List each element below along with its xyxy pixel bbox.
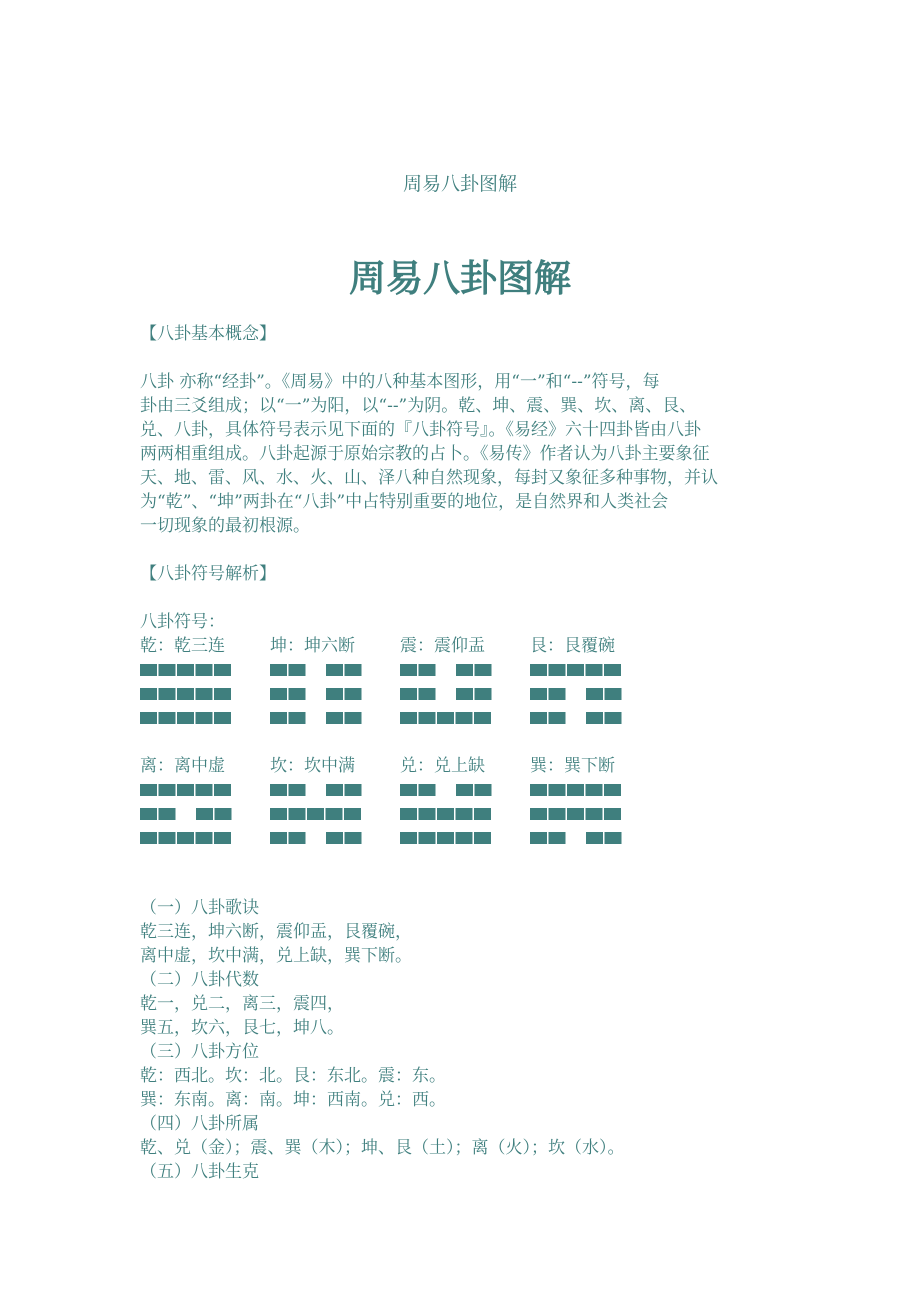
broken-bar-right bbox=[196, 808, 232, 820]
yin-line bbox=[530, 832, 622, 844]
trigram-label-dui: 兑：兑上缺 bbox=[400, 756, 485, 776]
note-line: 乾一，兑二，离三，震四， bbox=[140, 994, 344, 1014]
note-heading: （五）八卦生克 bbox=[140, 1162, 259, 1182]
yin-line bbox=[140, 808, 232, 820]
trigram-label-li: 离：离中虚 bbox=[140, 756, 225, 776]
yin-line bbox=[270, 784, 362, 796]
yang-line bbox=[530, 784, 622, 796]
yin-line bbox=[400, 688, 492, 700]
trigram-symbol bbox=[400, 664, 492, 736]
intro-line: 兑、八卦，具体符号表示见下面的『八卦符号』。《易经》六十四卦皆由八卦 bbox=[140, 420, 701, 440]
broken-bar-right bbox=[586, 688, 622, 700]
broken-bar-right bbox=[326, 664, 362, 676]
note-line: 乾、兑（金）；震、巽（木）；坤、艮（土）；离（火）；坎（水）。 bbox=[140, 1138, 625, 1158]
yang-line bbox=[140, 664, 232, 676]
yang-line bbox=[140, 832, 232, 844]
yang-line bbox=[140, 712, 232, 724]
header-title: 周易八卦图解 bbox=[402, 173, 517, 195]
yang-line bbox=[140, 784, 232, 796]
yin-line bbox=[400, 784, 492, 796]
solid-bar bbox=[530, 784, 622, 796]
note-line: 离中虚，坎中满，兑上缺，巽下断。 bbox=[140, 946, 412, 966]
trigram-symbol bbox=[140, 664, 232, 736]
note-heading: （二）八卦代数 bbox=[140, 970, 259, 990]
yin-line bbox=[400, 664, 492, 676]
broken-bar-right bbox=[456, 784, 492, 796]
yang-line bbox=[530, 664, 622, 676]
intro-line: 一切现象的最初根源。 bbox=[140, 516, 310, 536]
broken-bar-left bbox=[270, 664, 306, 676]
broken-bar-left bbox=[400, 688, 436, 700]
note-heading: （一）八卦歌诀 bbox=[140, 898, 259, 918]
trigram-symbol bbox=[530, 664, 622, 736]
solid-bar bbox=[400, 832, 492, 844]
solid-bar bbox=[140, 784, 232, 796]
solid-bar bbox=[530, 808, 622, 820]
trigram-symbol bbox=[270, 784, 362, 856]
broken-bar-left bbox=[270, 832, 306, 844]
trigram-label-zhen: 震：震仰盂 bbox=[400, 636, 485, 656]
trigram-label-gen: 艮：艮覆碗 bbox=[530, 636, 615, 656]
main-title: 周易八卦图解 bbox=[349, 256, 571, 300]
note-line: 乾：西北。坎：北。艮：东北。震：东。 bbox=[140, 1066, 446, 1086]
broken-bar-left bbox=[140, 808, 176, 820]
trigram-label-kan: 坎：坎中满 bbox=[270, 756, 355, 776]
intro-line: 为“乾”、“坤”两卦在“八卦”中占特别重要的地位，是自然界和人类社会 bbox=[140, 492, 669, 512]
solid-bar bbox=[140, 664, 232, 676]
solid-bar bbox=[270, 808, 362, 820]
yin-line bbox=[270, 832, 362, 844]
broken-bar-left bbox=[530, 712, 566, 724]
note-line: 巽：东南。离：南。坤：西南。兑：西。 bbox=[140, 1090, 446, 1110]
trigram-symbol-row-2 bbox=[140, 778, 790, 874]
broken-bar-right bbox=[586, 712, 622, 724]
intro-paragraph bbox=[140, 370, 790, 538]
section-heading-basic-concept: 【八卦基本概念】 bbox=[140, 324, 276, 344]
section-heading-symbols: 【八卦符号解析】 bbox=[140, 564, 276, 584]
intro-line: 两两相重组成。八卦起源于原始宗教的占卜。《易传》作者认为八卦主要象征 bbox=[140, 444, 710, 464]
trigram-symbol bbox=[530, 784, 622, 856]
broken-bar-left bbox=[530, 688, 566, 700]
intro-line: 卦由三爻组成；以“一”为阳，以“--”为阴。乾、坤、震、巽、坎、离、艮、 bbox=[140, 396, 697, 416]
yang-line bbox=[400, 832, 492, 844]
trigram-symbol-row-1 bbox=[140, 658, 790, 754]
solid-bar bbox=[530, 664, 622, 676]
yang-line bbox=[140, 688, 232, 700]
document-content bbox=[140, 322, 790, 1184]
trigram-label-row-2 bbox=[140, 754, 790, 778]
solid-bar bbox=[140, 712, 232, 724]
broken-bar-right bbox=[456, 664, 492, 676]
note-heading: （三）八卦方位 bbox=[140, 1042, 259, 1062]
trigram-symbol bbox=[270, 664, 362, 736]
broken-bar-right bbox=[326, 712, 362, 724]
broken-bar-right bbox=[326, 784, 362, 796]
trigram-label-kun: 坤：坤六断 bbox=[270, 636, 355, 656]
trigram-symbol bbox=[400, 784, 492, 856]
yin-line bbox=[530, 712, 622, 724]
yang-line bbox=[530, 808, 622, 820]
yin-line bbox=[270, 712, 362, 724]
yin-line bbox=[270, 664, 362, 676]
symbols-label: 八卦符号： bbox=[140, 612, 225, 632]
solid-bar bbox=[140, 832, 232, 844]
broken-bar-left bbox=[400, 664, 436, 676]
broken-bar-left bbox=[270, 688, 306, 700]
note-line: 乾三连，坤六断，震仰盂，艮覆碗， bbox=[140, 922, 412, 942]
broken-bar-right bbox=[326, 832, 362, 844]
yin-line bbox=[530, 688, 622, 700]
yang-line bbox=[400, 712, 492, 724]
broken-bar-right bbox=[456, 688, 492, 700]
solid-bar bbox=[140, 688, 232, 700]
solid-bar bbox=[400, 808, 492, 820]
broken-bar-left bbox=[530, 832, 566, 844]
trigram-symbol bbox=[140, 784, 232, 856]
solid-bar bbox=[400, 712, 492, 724]
note-heading: （四）八卦所属 bbox=[140, 1114, 259, 1134]
trigram-label-qian: 乾：乾三连 bbox=[140, 636, 225, 656]
broken-bar-left bbox=[270, 784, 306, 796]
broken-bar-right bbox=[586, 832, 622, 844]
yang-line bbox=[270, 808, 362, 820]
trigram-label-xun: 巽：巽下断 bbox=[530, 756, 615, 776]
yin-line bbox=[270, 688, 362, 700]
trigram-label-row-1 bbox=[140, 634, 790, 658]
trigram-notes bbox=[140, 896, 790, 1184]
broken-bar-left bbox=[270, 712, 306, 724]
intro-line: 八卦 亦称“经卦”。《周易》中的八种基本图形，用“一”和“--”符号，每 bbox=[140, 372, 660, 392]
note-line: 巽五，坎六，艮七，坤八。 bbox=[140, 1018, 344, 1038]
broken-bar-left bbox=[400, 784, 436, 796]
intro-line: 天、地、雷、风、水、火、山、泽八种自然现象，每封又象征多种事物，并认 bbox=[140, 468, 718, 488]
broken-bar-right bbox=[326, 688, 362, 700]
yang-line bbox=[400, 808, 492, 820]
